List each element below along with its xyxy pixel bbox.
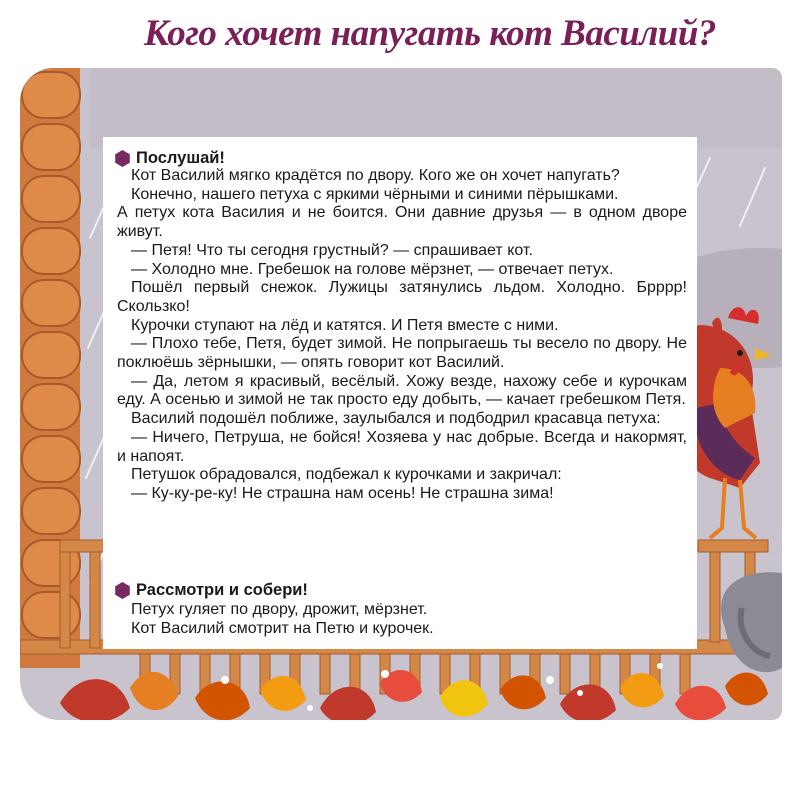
story-paragraph: Василий подошёл поближе, заулыбался и подбодрил красавца петуха: [131, 410, 661, 428]
story-paragraph: Пошёл первый снежок. Лужицы затянулись льдом. Холодно. Брррр! Скользко! [117, 279, 687, 315]
examine-heading-label: Рассмотри и собери! [136, 581, 308, 599]
task-text [117, 601, 687, 638]
story-paragraph: Кот Василий мягко крадётся по двору. Кого же он хочет напугать? [131, 167, 620, 184]
hexagon-bullet-icon [114, 582, 131, 599]
task-line: Кот Василий смотрит на Петю и курочек. [131, 619, 434, 637]
story-text [117, 167, 687, 504]
story-paragraph: — Петя! Что ты сегодня грустный? — спрашивает кот. [131, 241, 533, 259]
examine-section-heading [114, 581, 308, 600]
story-paragraph: Курочки ступают на лёд и катятся. И Петя вместе с ними. [131, 316, 559, 334]
task-line: Петух гуляет по двору, дрожит, мёрзнет. [131, 601, 428, 618]
cat-illustration [721, 572, 782, 672]
hexagon-bullet-icon [114, 150, 131, 167]
story-paragraph: — Ничего, Петруша, не бойся! Хозяева у нас добрые. Всегда и накормят, и напоят. [117, 428, 687, 465]
story-paragraph: — Да, летом я красивый, весёлый. Хожу везде, нахожу себе и курочкам еду. А осенью и зимой не так просто еду добыть, — качает гребешком Петя. [117, 372, 687, 409]
listen-heading-label: Послушай! [136, 149, 225, 167]
log-wall-illustration [20, 68, 80, 668]
story-paragraph: Конечно, нашего петуха с яркими чёрными и синими пёрышками. [131, 185, 619, 203]
story-paragraph: А петух кота Василия и не боится. Они давние друзья — в одном дворе живут. [117, 204, 687, 241]
story-paragraph: — Холодно мне. Гребешок на голове мёрзнет, — отвечает петух. [131, 260, 614, 278]
page-title: Кого хочет напугать кот Василий? [144, 13, 716, 54]
story-paragraph: Петушок обрадовался, подбежал к курочками и закричал: [131, 466, 562, 484]
listen-section-heading [114, 149, 225, 168]
story-paragraph: — Ку-ку-ре-ку! Не страшна нам осень! Не страшна зима! [131, 484, 554, 502]
text-panel [103, 137, 697, 649]
title-band [90, 68, 782, 148]
story-paragraph: — Плохо тебе, Петя, будет зимой. Не попрыгаешь ты весело по двору. Не поклюёшь зёрнышки, — опять говорит кот Василий. [117, 335, 687, 372]
